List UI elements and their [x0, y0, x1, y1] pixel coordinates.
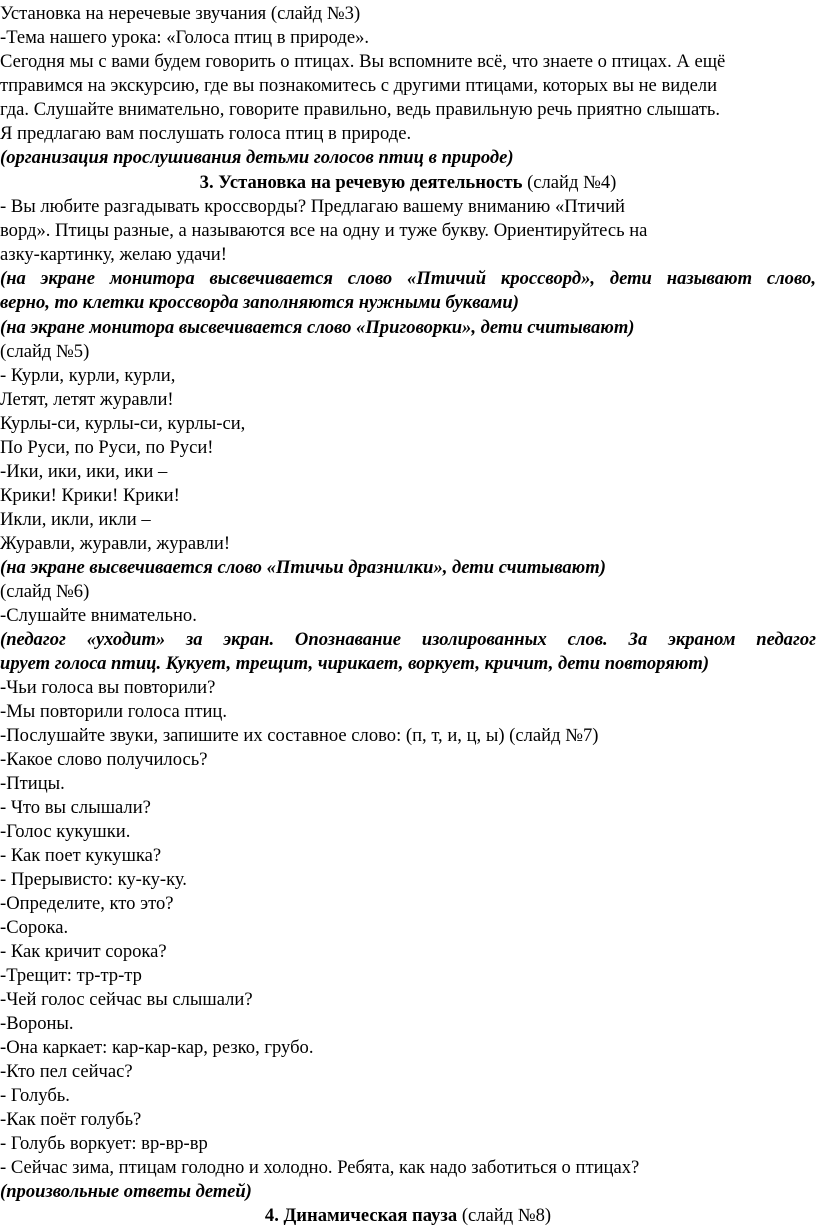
- text-line: - Голубь.: [0, 1085, 70, 1106]
- stage-direction: (организация прослушивания детьми голосов птиц в природе): [0, 147, 514, 168]
- section-heading: [0, 171, 816, 195]
- text-line: гда. Слушайте внимательно, говорите правильно, ведь правильную речь приятно слышать.: [0, 99, 720, 120]
- section-heading-slide: (слайд №8): [457, 1205, 552, 1226]
- text-line: - Что вы слышали?: [0, 797, 151, 818]
- text-line: - Как поет кукушка?: [0, 845, 162, 866]
- text-line: - Голубь воркует: вр-вр-вр: [0, 1133, 208, 1154]
- text-line: -Как поёт голубь?: [0, 1109, 142, 1130]
- text-line: тправимся на экскурсию, где вы познакомитесь с другими птицами, которых вы не видели: [0, 75, 718, 96]
- text-line: -Она каркает: кар-кар-кар, резко, грубо.: [0, 1037, 314, 1058]
- text-line: (слайд №5): [0, 341, 90, 362]
- text-line: -Тема нашего урока: «Голоса птиц в природе».: [0, 27, 370, 48]
- stage-direction: (педагог «уходит» за экран. Опознавание изолированных слов. За экраном педагог: [0, 629, 816, 650]
- stage-direction: (произвольные ответы детей): [0, 1181, 252, 1202]
- text-line: Курлы-си, курлы-си, курлы-си,: [0, 413, 246, 434]
- text-line: Летят, летят журавли!: [0, 389, 174, 410]
- text-line: ворд». Птицы разные, а называются все на одну и туже букву. Ориентируйтесь на: [0, 220, 648, 241]
- text-line: -Мы повторили голоса птиц.: [0, 701, 227, 722]
- text-line: Журавли, журавли, журавли!: [0, 533, 231, 554]
- text-line: - Прерывисто: ку-ку-ку.: [0, 869, 187, 890]
- text-line: Крики! Крики! Крики!: [0, 485, 180, 506]
- section-heading: [0, 1204, 816, 1228]
- text-line: -Чей голос сейчас вы слышали?: [0, 989, 253, 1010]
- text-line: -Какое слово получилось?: [0, 749, 208, 770]
- text-line: -Послушайте звуки, запишите их составное слово: (п, т, и, ц, ы) (слайд №7): [0, 725, 599, 746]
- text-line: -Определите, кто это?: [0, 893, 174, 914]
- stage-direction: ирует голоса птиц. Кукует, трещит, чирикает, воркует, кричит, дети повторяют): [0, 653, 710, 674]
- text-line: Я предлагаю вам послушать голоса птиц в природе.: [0, 123, 412, 144]
- text-line: - Сейчас зима, птицам голодно и холодно. Ребята, как надо заботиться о птицах?: [0, 1157, 640, 1178]
- stage-direction: (на экране высвечивается слово «Птичьи дразнилки», дети считывают): [0, 557, 606, 578]
- text-line: - Курли, курли, курли,: [0, 365, 176, 386]
- stage-direction: (на экране монитора высвечивается слово «Птичий кроссворд», дети называют слово,: [0, 268, 816, 289]
- text-line: - Как кричит сорока?: [0, 941, 167, 962]
- text-line: - Вы любите разгадывать кроссворды? Предлагаю вашему вниманию «Птичий: [0, 196, 626, 217]
- section-heading-slide: (слайд №4): [522, 172, 617, 193]
- text-line: Сегодня мы с вами будем говорить о птицах. Вы вспомните всё, что знаете о птицах. А ещё: [0, 51, 726, 72]
- text-line: -Сорока.: [0, 917, 69, 938]
- stage-direction: верно, то клетки кроссворда заполняются нужными буквами): [0, 292, 519, 313]
- text-line: -Голос кукушки.: [0, 821, 131, 842]
- text-line: -Чьи голоса вы повторили?: [0, 677, 216, 698]
- text-line: (слайд №6): [0, 581, 90, 602]
- text-line: азку-картинку, желаю удачи!: [0, 244, 227, 265]
- text-line: -Кто пел сейчас?: [0, 1061, 133, 1082]
- section-heading-title: 4. Динамическая пауза: [264, 1205, 458, 1226]
- stage-direction: (на экране монитора высвечивается слово «Приговорки», дети считывают): [0, 317, 635, 338]
- section-heading-title: 3. Установка на речевую деятельность: [199, 172, 523, 193]
- text-line: По Руси, по Руси, по Руси!: [0, 437, 214, 458]
- text-line: -Ики, ики, ики, ики –: [0, 461, 168, 482]
- text-line: -Вороны.: [0, 1013, 74, 1034]
- text-line: -Птицы.: [0, 773, 65, 794]
- text-line: -Слушайте внимательно.: [0, 605, 197, 626]
- text-line: Установка на неречевые звучания (слайд №3): [0, 3, 361, 24]
- text-line: -Трещит: тр-тр-тр: [0, 965, 142, 986]
- text-line: Икли, икли, икли –: [0, 509, 151, 530]
